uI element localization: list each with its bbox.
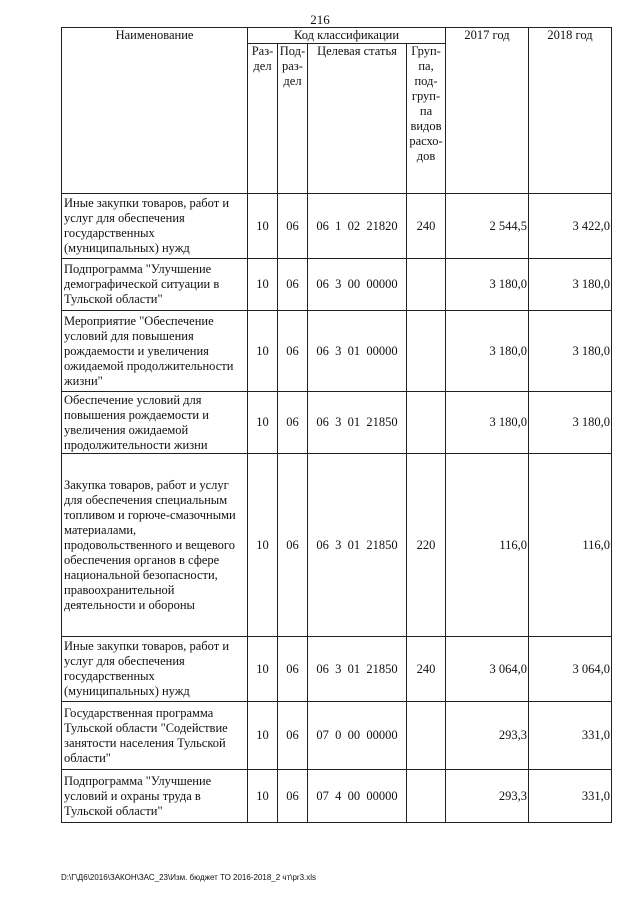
header-code-classification: Код классификации	[248, 28, 446, 44]
header-target-article: Целевая статья	[308, 44, 407, 194]
row-2018: 331,0	[529, 770, 612, 823]
row-2017: 3 180,0	[446, 392, 529, 454]
row-section: 10	[248, 454, 278, 637]
row-section: 10	[248, 259, 278, 311]
table-row	[62, 637, 612, 702]
row-section: 10	[248, 194, 278, 259]
footer-file-path: D:\Г\Д6\2016\ЗАКОН\ЗАС_23\Изм. бюджет ТО 2016-2018_2 чт\pr3.xls	[61, 873, 317, 882]
header-2018: 2018 год	[529, 28, 612, 194]
row-name: Закупка товаров, работ и услуг для обеспечения специальным топливом и горюче-смазочными материалами, продовольственного и вещевого обеспечения органов в сфере национальной безопасности, правоохранительной деятельности и обороны	[62, 454, 248, 637]
row-name: Подпрограмма "Улучшение условий и охраны труда в Тульской области"	[62, 770, 248, 823]
row-subsection: 06	[278, 311, 308, 392]
row-group	[407, 259, 446, 311]
row-subsection: 06	[278, 194, 308, 259]
row-group	[407, 392, 446, 454]
row-target: 07 4 00 00000	[308, 770, 407, 823]
row-subsection: 06	[278, 637, 308, 702]
row-group	[407, 770, 446, 823]
row-name: Мероприятие "Обеспечение условий для повышения рождаемости и увеличения ожидаемой продолжительности жизни"	[62, 311, 248, 392]
header-subsection: Под- раз- дел	[278, 44, 308, 194]
row-subsection: 06	[278, 392, 308, 454]
header-2017: 2017 год	[446, 28, 529, 194]
row-2018: 116,0	[529, 454, 612, 637]
row-name: Подпрограмма "Улучшение демографической ситуации в Тульской области"	[62, 259, 248, 311]
row-target: 06 3 00 00000	[308, 259, 407, 311]
row-section: 10	[248, 770, 278, 823]
table-row	[62, 454, 612, 637]
header-name: Наименование	[62, 28, 248, 194]
header-section: Раз- дел	[248, 44, 278, 194]
table-row	[62, 259, 612, 311]
row-2017: 293,3	[446, 702, 529, 770]
row-section: 10	[248, 311, 278, 392]
row-2018: 3 064,0	[529, 637, 612, 702]
row-subsection: 06	[278, 259, 308, 311]
row-target: 06 1 02 21820	[308, 194, 407, 259]
row-target: 07 0 00 00000	[308, 702, 407, 770]
row-target: 06 3 01 21850	[308, 454, 407, 637]
row-2018: 3 180,0	[529, 392, 612, 454]
budget-table	[61, 27, 612, 823]
table-row	[62, 194, 612, 259]
row-2017: 3 180,0	[446, 259, 529, 311]
row-section: 10	[248, 392, 278, 454]
table-row	[62, 392, 612, 454]
table-row	[62, 311, 612, 392]
row-2018: 3 180,0	[529, 311, 612, 392]
row-section: 10	[248, 702, 278, 770]
row-2017: 2 544,5	[446, 194, 529, 259]
row-group	[407, 702, 446, 770]
row-name: Обеспечение условий для повышения рождаемости и увеличения ожидаемой продолжительности жизни	[62, 392, 248, 454]
row-target: 06 3 01 21850	[308, 637, 407, 702]
table-row	[62, 770, 612, 823]
row-section: 10	[248, 637, 278, 702]
row-target: 06 3 01 21850	[308, 392, 407, 454]
row-group: 220	[407, 454, 446, 637]
row-name: Иные закупки товаров, работ и услуг для обеспечения государственных (муниципальных) нужд	[62, 637, 248, 702]
row-target: 06 3 01 00000	[308, 311, 407, 392]
row-subsection: 06	[278, 702, 308, 770]
row-name: Иные закупки товаров, работ и услуг для обеспечения государственных (муниципальных) нужд	[62, 194, 248, 259]
header-expense-group: Груп- па, под- груп- па видов расхо- дов	[407, 44, 446, 194]
row-2018: 331,0	[529, 702, 612, 770]
page-number: 216	[310, 12, 330, 27]
row-2018: 3 422,0	[529, 194, 612, 259]
row-2017: 293,3	[446, 770, 529, 823]
row-subsection: 06	[278, 770, 308, 823]
row-group: 240	[407, 194, 446, 259]
row-2017: 116,0	[446, 454, 529, 637]
row-group	[407, 311, 446, 392]
row-2017: 3 064,0	[446, 637, 529, 702]
row-subsection: 06	[278, 454, 308, 637]
row-name: Государственная программа Тульской области "Содействие занятости населения Тульской области"	[62, 702, 248, 770]
row-2017: 3 180,0	[446, 311, 529, 392]
table-row	[62, 702, 612, 770]
row-2018: 3 180,0	[529, 259, 612, 311]
row-group: 240	[407, 637, 446, 702]
